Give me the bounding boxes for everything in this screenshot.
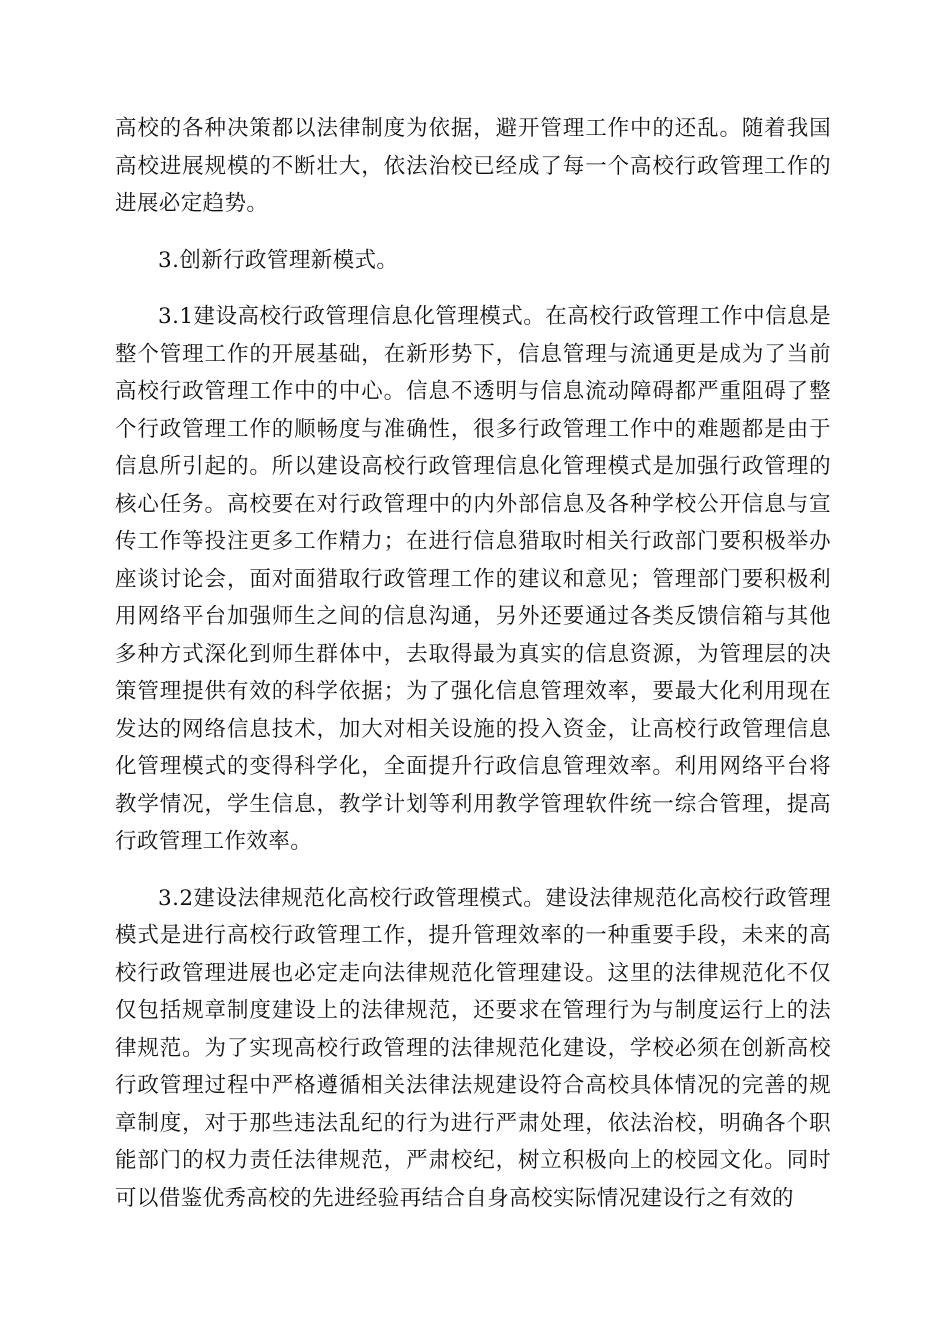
paragraph-continuation: 高校的各种决策都以法律制度为依据，避开管理工作中的还乱。随着我国高校进展规模的不断壮大，依法治校已经成了每一个高校行政管理工作的进展必定趋势。 (115, 116, 831, 216)
document-body (115, 110, 831, 1236)
paragraph-3-2: 3.2建设法律规范化高校行政管理模式。建设法律规范化高校行政管理模式是进行高校行政管理工作，提升管理效率的一种重要手段，未来的高校行政管理进展也必定走向法律规范化管理建设。这里的法律规范化不仅仅包括规章制度建设上的法律规范，还要求在管理行为与制度运行上的法律规范。为了实现高校行政管理的法律规范化建设，学校必须在创新高校行政管理过程中严格遵循相关法律法规建设符合高校具体情况的完善的规章制度，对于那些违法乱纪的行为进行严肃处理，依法治校，明确各个职能部门的权力责任法律规范，严肃校纪，树立积极向上的校园文化。同时可以借鉴优秀高校的先进经验再结合自身高校实际情况建设行之有效的 (115, 885, 831, 1211)
paragraph-3-1: 3.1建设高校行政管理信息化管理模式。在高校行政管理工作中信息是整个管理工作的开展基础，在新形势下，信息管理与流通更是成为了当前高校行政管理工作中的中心。信息不透明与信息流动障碍都严重阻碍了整个行政管理工作的顺畅度与准确性，很多行政管理工作中的难题都是由于信息所引起的。所以建设高校行政管理信息化管理模式是加强行政管理的核心任务。高校要在对行政管理中的内外部信息及各种学校公开信息与宣传工作等投注更多工作精力；在进行信息猎取时相关行政部门要积极举办座谈讨论会，面对面猎取行政管理工作的建议和意见；管理部门要积极利用网络平台加强师生之间的信息沟通，另外还要通过各类反馈信箱与其他多种方式深化到师生群体中，去取得最为真实的信息资源，为管理层的决策管理提供有效的科学依据；为了强化信息管理效率，要最大化利用现在发达的网络信息技术，加大对相关设施的投入资金，让高校行政管理信息化管理模式的变得科学化，全面提升行政信息管理效率。利用网络平台将教学情况，学生信息，教学计划等利用教学管理软件统一综合管理，提高行政管理工作效率。 (115, 304, 831, 854)
section-heading-3: 3.创新行政管理新模式。 (158, 247, 399, 273)
